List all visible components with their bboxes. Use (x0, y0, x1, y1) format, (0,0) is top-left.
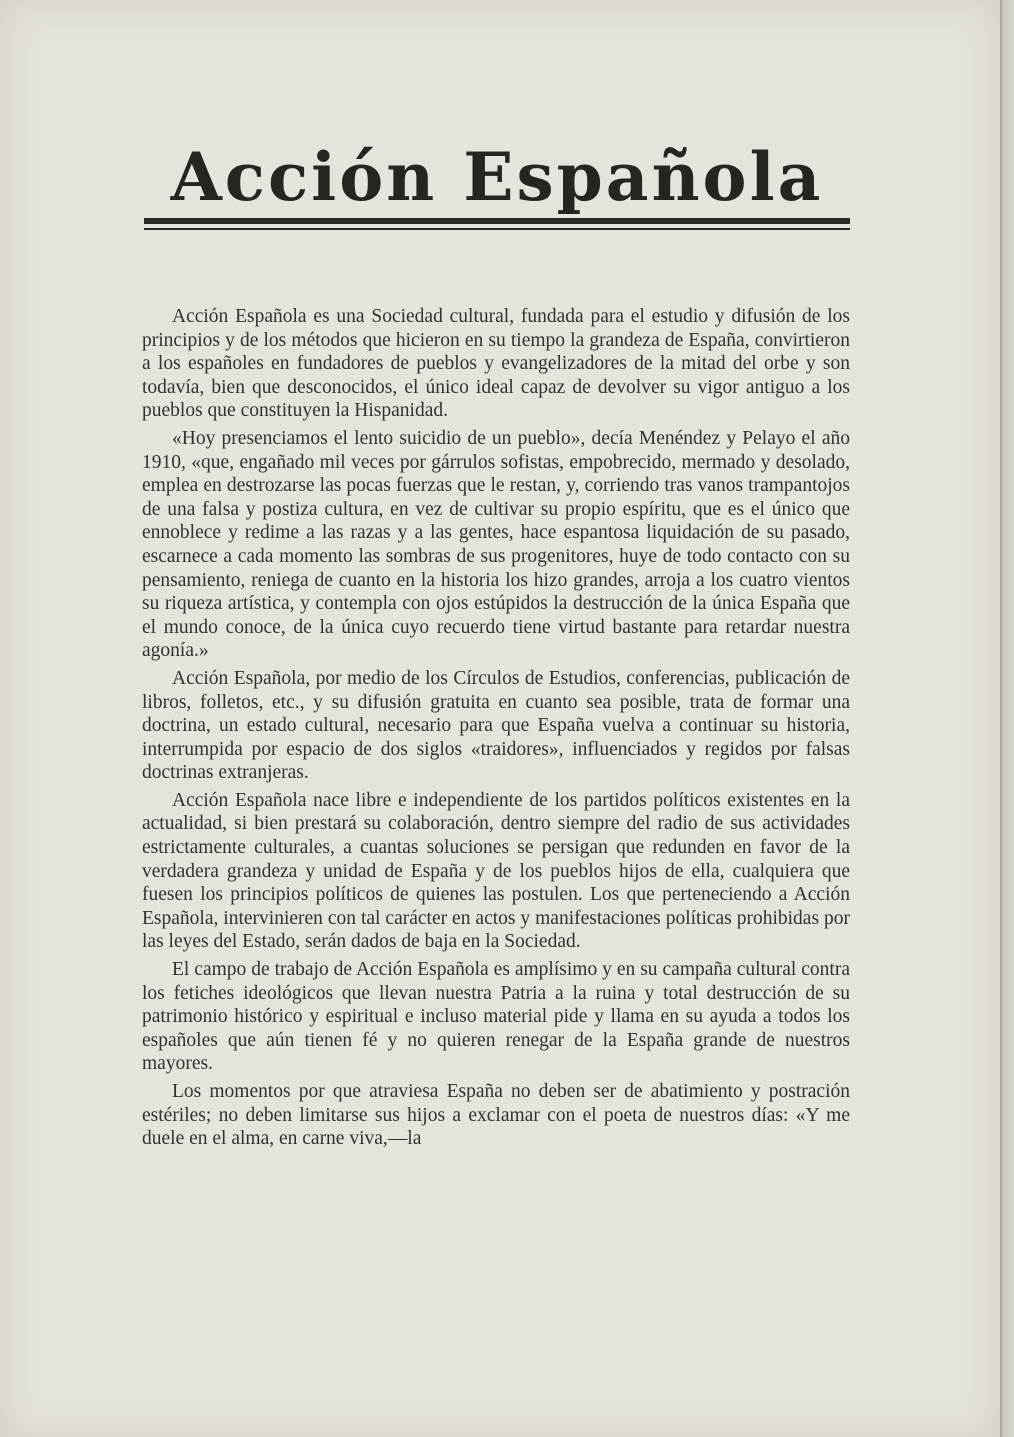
title-rule-thick (144, 218, 850, 224)
paragraph-methods: Acción Española, por medio de los Círculos de Estudios, conferencias, publicación de libros, folletos, etc., y su difusión gratuita en cuanto sea posible, trata de formar una doctrina, un estado cultural, necesario para que España vuelva a continuar su historia, interrumpida por espacio de dos siglos «traidores», influenciados y regidos por falsas doctrinas extranjeras. (142, 667, 850, 784)
masthead (144, 140, 850, 230)
body-text (142, 305, 850, 1151)
paragraph-intro: Acción Española es una Sociedad cultural, fundada para el estudio y difusión de los principios y de los métodos que hicieron en su tiempo la grandeza de España, convirtieron a los españoles en fundadores de pueblos y evangelizadores de la mitad del orbe y son todavía, bien que desconocidos, el único ideal capaz de devolver su vigor antiguo a los pueblos que constituyen la Hispanidad. (142, 306, 850, 422)
paragraph-moments: Los momentos por que atraviesa España no deben ser de abatimiento y postración estériles; no deben limitarse sus hijos a exclamar con el poeta de nuestros días: «Y me duele en el alma, en carne viva,—la (142, 1081, 850, 1150)
paragraph-campaign: El campo de trabajo de Acción Española es amplísimo y en su campaña cultural contra los fetiches ideológicos que llevan nuestra Patria a la ruina y total destrucción de su patrimonio histórico y espiritual e incluso material pide y llama en su ayuda a todos los españoles que aún tienen fé y no quieren renegar de la España grande de nuestros mayores. (142, 959, 850, 1075)
title-rule-thin (144, 228, 850, 230)
page-title: Acción Española (170, 138, 824, 216)
paragraph-independence: Acción Española nace libre e independiente de los partidos políticos existentes en la actualidad, si bien prestará su colaboración, dentro siempre del radio de sus actividades estrictamente culturales, a cuantas soluciones se persigan que redunden en favor de la verdadera grandeza y unidad de España y de los pueblos hijos de ella, cualquiera que fuesen los principios políticos de quienes las postulen. Los que perteneciendo a Acción Española, intervinieren con tal carácter en actos y manifestaciones políticas prohibidas por las leyes del Estado, serán dados de baja en la Sociedad. (142, 789, 850, 953)
paragraph-quote: «Hoy presenciamos el lento suicidio de un pueblo», decía Menéndez y Pelayo el año 1910, «que, engañado mil veces por gárrulos sofistas, empobrecido, mermado y desolado, emplea en destrozarse las pocas fuerzas que le restan, y, corriendo tras vanos trampantojos de una falsa y postiza cultura, en vez de cultivar su propio espíritu, que es el único que ennoblece y redime a las razas y a las gentes, hace espantosa liquidación de su pasado, escarnece a cada momento las sombras de sus progenitores, huye de todo contacto con su pensamiento, reniega de cuanto en la historia los hizo grandes, arroja a los cuatro vientos su riqueza artística, y contempla con ojos estúpidos la destrucción de la única España que el mundo conoce, de la única cuyo recuerdo tiene virtud bastante para retardar nuestra agonía.» (142, 427, 850, 662)
page-edge (1000, 0, 1014, 1437)
